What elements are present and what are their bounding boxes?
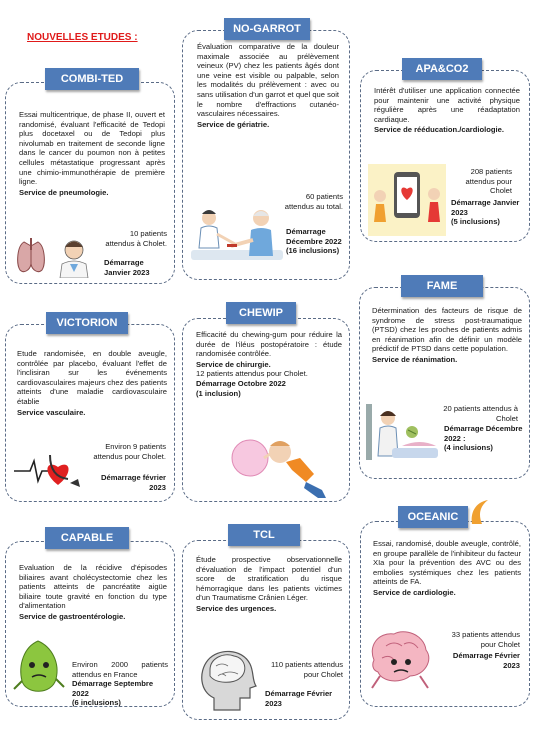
oceanic-text	[373, 539, 521, 598]
tcl-description: Étude prospective observationnelle d'évaluation de l'impact potentiel d'un score de stratification du risque hémorragique dans les patients victimes d'un Traumatisme Crânien Léger.	[196, 555, 342, 603]
tcl-start-label: Démarrage Février 2023	[265, 689, 333, 708]
chewip-description: Efficacité du chewing-gum pour réduire la durée de l'iléus postopératoire : étude randomisée contrôlée.	[196, 330, 342, 359]
apaco2-description: Intérêt d'utiliser une application connectée pour maintenir une activité physique régulière après une réadaptation cardiaque.	[374, 86, 520, 124]
badge-nogarrot: NO-GARROT	[224, 18, 310, 40]
nogarrot-patients: 60 patients attendus au total.	[284, 192, 343, 211]
badge-capable: CAPABLE	[45, 527, 129, 549]
brain-character-icon	[364, 626, 436, 694]
combited-text	[19, 110, 165, 197]
nogarrot-start	[286, 227, 348, 256]
fame-text	[372, 306, 522, 365]
apaco2-start-label: Démarrage Janvier 2023	[451, 198, 520, 217]
combited-start-date: Janvier 2023	[104, 267, 150, 277]
badge-apaco2: APA&CO2	[402, 58, 482, 80]
fame-description: Détermination des facteurs de risque de syndrome de stress post-traumatique (PTSD) chez les proches de patients admis en réanimation afin de définir un modèle prédictif de PTSD dans cette population.	[372, 306, 522, 354]
blood-draw-illustration	[191, 204, 283, 270]
fame-inclusions: (4 inclusions)	[444, 443, 493, 453]
heart-stethoscope-icon	[12, 449, 84, 493]
victorion-start	[87, 473, 166, 492]
apaco2-start	[451, 198, 523, 227]
victorion-service: Service vasculaire.	[17, 407, 86, 417]
fame-stats	[442, 404, 518, 423]
capable-text	[19, 563, 167, 622]
badge-victorion: VICTORION	[46, 312, 128, 334]
oceanic-description: Essai, randomisé, double aveugle, contrôlé, en groupe parallèle de l'inhibiteur du facteur XIa pour la prévention des AVC ou des embolies systémiques chez les patients atteints de FA.	[373, 539, 521, 587]
page-heading: NOUVELLES ETUDES :	[27, 32, 138, 43]
apaco2-service: Service de rééducation./cardiologie.	[374, 125, 504, 135]
combited-start	[104, 258, 170, 277]
tcl-service: Service des urgences.	[196, 603, 277, 613]
tcl-start	[265, 689, 345, 708]
fame-start	[444, 424, 524, 453]
fame-patients: 20 patients attendus à Cholet	[443, 404, 518, 423]
victorion-description: Etude randomisée, en double aveugle, contrôlée par placebo, évaluant l'effet de l'inclisiran sur les événements cardiovasculaires majeurs chez des patients atteints d'une maladie cardiovasculaire établie	[17, 349, 167, 406]
capable-service: Service de gastroentérologie.	[19, 611, 126, 621]
tcl-stats	[265, 660, 343, 679]
gallbladder-character-icon	[12, 637, 66, 699]
fame-start-label: Démarrage Décembre 2022 :	[444, 424, 523, 443]
combited-patients: 10 patients attendus à Cholet.	[105, 229, 167, 248]
combited-start-label: Démarrage	[104, 258, 144, 267]
nogarrot-inclusions: (16 inclusions)	[286, 246, 340, 256]
chewing-gum-illustration	[228, 428, 332, 500]
icu-illustration	[362, 402, 440, 472]
chewip-start-label: Démarrage Octobre 2022	[196, 378, 286, 388]
oceanic-start-label: Démarrage Février 2023	[452, 651, 520, 670]
oceanic-service: Service de cardiologie.	[373, 587, 456, 597]
nogarrot-service: Service de gériatrie.	[197, 119, 270, 129]
badge-oceanic: OCEANIC	[398, 506, 468, 528]
victorion-text	[17, 349, 167, 417]
tcl-patients: 110 patients attendus pour Cholet	[270, 660, 343, 679]
wave-icon	[468, 498, 490, 526]
capable-description: Evaluation de la récidive d'épisodes biliaires avant cholécystectomie chez les patients atteints de pancréatite aigüe biliaire toute gravité en fonction du type d'alimentation	[19, 563, 167, 611]
apaco2-text	[374, 86, 520, 135]
oceanic-stats	[436, 630, 520, 649]
badge-tcl: TCL	[228, 524, 300, 546]
apaco2-inclusions: (5 inclusions)	[451, 217, 500, 227]
chewip-inclusions: (1 inclusion)	[196, 388, 241, 398]
tcl-text	[196, 555, 342, 614]
nogarrot-stats	[283, 192, 343, 211]
chewip-service: Service de chirurgie.	[196, 359, 271, 369]
apaco2-patients: 208 patients attendus pour Cholet	[465, 167, 512, 196]
fame-service: Service de réanimation.	[372, 354, 458, 364]
chewip-text	[196, 330, 342, 398]
capable-stats	[72, 660, 168, 708]
capable-patients: Environ 2000 patients attendus en France	[72, 660, 168, 679]
victorion-patients: Environ 9 patients attendus pour Cholet.	[93, 442, 166, 461]
oceanic-start	[436, 651, 520, 670]
victorion-start-label: Démarrage février 2023	[100, 473, 166, 492]
nogarrot-start-label: Démarrage Décembre 2022	[286, 227, 342, 246]
head-brain-icon	[194, 646, 260, 712]
oceanic-patients: 33 patients attendus pour Cholet	[451, 630, 520, 649]
nogarrot-text	[197, 42, 339, 129]
badge-chewip: CHEWIP	[226, 302, 296, 324]
badge-fame: FAME	[401, 275, 483, 297]
badge-combited: COMBI-TED	[45, 68, 139, 90]
connected-app-illustration	[368, 164, 446, 236]
combited-service: Service de pneumologie.	[19, 187, 109, 197]
capable-start-label: Démarrage Septembre 2022	[72, 679, 154, 698]
combited-stats	[104, 229, 167, 248]
victorion-stats	[87, 442, 166, 461]
combited-description: Essai multicentrique, de phase II, ouvert et randomisé, évaluant l'efficacité de Tedopi plus docetaxel ou de Tedopi plus nivolumab en traitement de seconde ligne dans le cancer du poumon non à petites cellules métastatique progressant après une chimio-immunothérapie de première ligne.	[19, 110, 165, 187]
apaco2-stats	[450, 167, 512, 196]
lungs-doctor-illustration	[14, 236, 102, 278]
nogarrot-description: Évaluation comparative de la douleur maximale associée au prélèvement veineux (PV) chez les patients âgés dont une veine est visible ou palpable, selon les modalités du prélèvement : avec ou sans utilisation d'un garrot et quel que soit le nombre d'effractions cutanéo-vasculaires nécessaires.	[197, 42, 339, 119]
capable-inclusions: (6 inclusions)	[72, 698, 121, 708]
chewip-patients: 12 patients attendus pour Cholet.	[196, 369, 308, 379]
